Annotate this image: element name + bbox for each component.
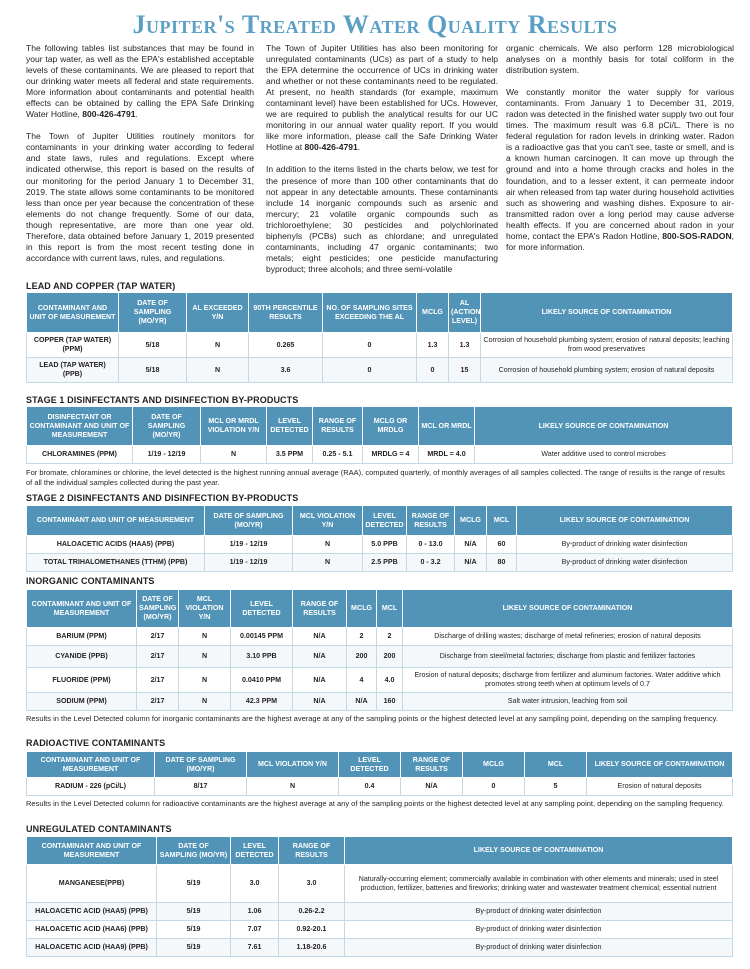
value-cell: 15	[449, 358, 481, 383]
column-header: AL EXCEEDED Y/N	[187, 293, 249, 333]
intro-text-span: .	[135, 109, 138, 120]
column-header: LEVEL DETECTED	[267, 407, 313, 446]
column-header: CONTAMINANT AND UNIT OF MEASUREMENT	[27, 506, 205, 536]
source-cell: Erosion of natural deposits	[587, 778, 733, 796]
column-header: DATE OF SAMPLING (MO/YR)	[133, 407, 201, 446]
value-cell: 3.10 PPB	[231, 646, 293, 668]
column-header: MCLG	[455, 506, 487, 536]
column-header: MCL	[377, 590, 403, 628]
value-cell: 5/18	[119, 358, 187, 383]
column-header: DISINFECTANT OR CONTAMINANT AND UNIT OF MEASUREMENT	[27, 407, 133, 446]
value-cell: N/A	[347, 693, 377, 711]
inorganic-note: Results in the Level Detected column for inorganic contaminants are the highest average at any of the sampling points or the highest detected level at any sampling point, depending on the sampling frequency.	[26, 714, 718, 723]
value-cell: 5/19	[157, 865, 231, 903]
intro-text-span: The Town of Jupiter Utilities has also been monitoring for unregulated contaminants (UCs) as part of a study to help the EPA determine the occurrence of UCs in drinking water and whether or not these contaminants need to be regulated. At present, no health standards (for example, maximum contaminant level) have been established for UCs. However, we are required to publish the analytical results for our UC monitoring in our annual water quality report. If you would like more information, please call the Safe Drinking Water Hotline at	[266, 43, 498, 153]
contaminant-cell: SODIUM (PPM)	[27, 693, 137, 711]
intro-text-span: We constantly monitor the water supply for various contaminants. From January 1 to December 31, 2019, radon was detected in the finished water supply two out four times. The maximum result was 6.8 pCi/L. There is no federal regulation for radon levels in drinking water. Radon is a radioactive gas that you can't see, taste or smell, and is a known human carcinogen. It can move up through the ground and into a home through cracks and holes in the foundation, and to a lesser extent, it can permeate indoor air when released from tap water during household activities such as showering and washing dishes. Exposure to air-transmitted radon over a long period may cause adverse health effects. If you are concerned about radon in your home, contact the EPA's Radon Hotline,	[506, 87, 734, 241]
column-header: DATE OF SAMPLING (MO/YR)	[137, 590, 179, 628]
column-header: DATE OF SAMPLING (MO/YR)	[119, 293, 187, 333]
column-header: CONTAMINANT AND UNIT OF MEASUREMENT	[27, 752, 155, 778]
column-header: LEVEL DETECTED	[363, 506, 407, 536]
table-header-row	[27, 752, 733, 778]
intro-paragraph: In addition to the items listed in the charts below, we test for the presence of more than 100 other contaminants that do not appear in any detectable amounts. These contaminants include 14 inorganic compounds such as arsenic and mercury; 21 volatile organic compounds such as trichloroethylene; 30 pesticides and polychlorinated biphenyls (PCBs) such as chlordane; and unregulated contaminants, including 47 organic contaminants; two metals; eight pesticides; one pesticide manufacturing byproduct; three alcohols; and three semi-volatile	[266, 164, 498, 274]
value-cell: 0	[463, 778, 525, 796]
value-cell: N/A	[293, 628, 347, 646]
stage2-title: STAGE 2 DISINFECTANTS AND DISINFECTION BY-PRODUCTS	[26, 493, 299, 503]
column-header: LEVEL DETECTED	[339, 752, 401, 778]
source-cell: By-product of drinking water disinfection	[517, 554, 733, 572]
contaminant-cell: CYANIDE (PPB)	[27, 646, 137, 668]
value-cell: 3.0	[231, 865, 279, 903]
value-cell: 1.3	[449, 333, 481, 358]
contaminant-cell: BARIUM (PPM)	[27, 628, 137, 646]
value-cell: 5.0 PPB	[363, 536, 407, 554]
unregulated-title: UNREGULATED CONTAMINANTS	[26, 824, 172, 834]
column-header: MCL OR MRDL VIOLATION Y/N	[201, 407, 267, 446]
value-cell: 0.00145 PPM	[231, 628, 293, 646]
table-header-row	[27, 293, 733, 333]
value-cell: 0 - 13.0	[407, 536, 455, 554]
table-row	[27, 693, 733, 711]
column-header: LEVEL DETECTED	[231, 590, 293, 628]
value-cell: 5/19	[157, 903, 231, 921]
table-header-row	[27, 506, 733, 536]
source-cell: By-product of drinking water disinfection	[345, 921, 733, 939]
contaminant-cell: CHLORAMINES (PPM)	[27, 446, 133, 464]
source-cell: By-product of drinking water disinfection	[345, 939, 733, 957]
value-cell: 7.07	[231, 921, 279, 939]
column-header: LIKELY SOURCE OF CONTAMINATION	[517, 506, 733, 536]
value-cell: 0 - 3.2	[407, 554, 455, 572]
column-header: MCL OR MRDL	[419, 407, 475, 446]
value-cell: N/A	[455, 554, 487, 572]
value-cell: 0.4	[339, 778, 401, 796]
page-title: Jupiter's Treated Water Quality Results	[132, 10, 618, 39]
intro-column-1	[26, 43, 254, 275]
value-cell: N/A	[293, 668, 347, 693]
table-row	[27, 939, 733, 957]
source-cell: Naturally-occurring element; commercially available in combination with other elements and minerals; used in steel production, fertilizer, batteries and fireworks; drinking water and wastewater treatment chemical; essential nutrient	[345, 865, 733, 903]
value-cell: 0.92-20.1	[279, 921, 345, 939]
column-header: CONTAMINANT AND UNIT OF MEASUREMENT	[27, 293, 119, 333]
intro-column-2	[266, 43, 498, 286]
hotline-phone: 800-426-4791	[304, 142, 358, 153]
column-header: RANGE OF RESULTS	[293, 590, 347, 628]
value-cell: 0.26-2.2	[279, 903, 345, 921]
column-header: LEVEL DETECTED	[231, 837, 279, 865]
value-cell: N	[201, 446, 267, 464]
value-cell: N	[293, 536, 363, 554]
value-cell: 4	[347, 668, 377, 693]
value-cell: MRDL = 4.0	[419, 446, 475, 464]
column-header: MCLG	[463, 752, 525, 778]
contaminant-cell: HALOACETIC ACID (HAA6) (PPB)	[27, 921, 157, 939]
contaminant-cell: LEAD (TAP WATER) (PPB)	[27, 358, 119, 383]
value-cell: 2/17	[137, 668, 179, 693]
value-cell: 2/17	[137, 646, 179, 668]
column-header: MCL VIOLATION Y/N	[179, 590, 231, 628]
value-cell: N/A	[293, 693, 347, 711]
value-cell: MRDLG = 4	[363, 446, 419, 464]
contaminant-cell: HALOACETIC ACID (HAA9) (PPB)	[27, 939, 157, 957]
value-cell: 0.265	[249, 333, 323, 358]
source-cell: Erosion of natural deposits; discharge from fertilizer and aluminum factories. Water additive which promotes strong teeth when at optimum levels of 0.7	[403, 668, 733, 693]
table-row	[27, 536, 733, 554]
value-cell: N	[179, 646, 231, 668]
stage1-table	[26, 406, 733, 464]
radioactive-note: Results in the Level Detected column for radioactive contaminants are the highest average at any of the sampling points or the highest detected level at any sampling point, depending on the sampling frequency.	[26, 799, 724, 808]
value-cell: 0.25 - 5.1	[313, 446, 363, 464]
column-header: MCL	[525, 752, 587, 778]
value-cell: 5/18	[119, 333, 187, 358]
column-header: MCLG OR MRDLG	[363, 407, 419, 446]
source-cell: Salt water intrusion, leaching from soil	[403, 693, 733, 711]
radioactive-table	[26, 751, 733, 796]
contaminant-cell: COPPER (TAP WATER) (PPM)	[27, 333, 119, 358]
table-row	[27, 358, 733, 383]
value-cell: 200	[377, 646, 403, 668]
column-header: MCL	[487, 506, 517, 536]
value-cell: 3.6	[249, 358, 323, 383]
contaminant-cell: RADIUM - 226 (pCi/L)	[27, 778, 155, 796]
value-cell: N	[179, 668, 231, 693]
value-cell: 3.0	[279, 865, 345, 903]
column-header: DATE OF SAMPLING (MO/YR)	[205, 506, 293, 536]
column-header: RANGE OF RESULTS	[279, 837, 345, 865]
source-cell: Discharge from steel/metal factories; discharge from plastic and fertilizer factories	[403, 646, 733, 668]
stage1-title: STAGE 1 DISINFECTANTS AND DISINFECTION BY-PRODUCTS	[26, 395, 299, 405]
value-cell: N/A	[401, 778, 463, 796]
intro-paragraph	[266, 43, 498, 153]
source-cell: Corrosion of household plumbing system; erosion of natural deposits	[481, 358, 733, 383]
column-header: MCLG	[417, 293, 449, 333]
value-cell: 60	[487, 536, 517, 554]
value-cell: 160	[377, 693, 403, 711]
contaminant-cell: FLUORIDE (PPM)	[27, 668, 137, 693]
value-cell: 0	[323, 333, 417, 358]
table-row	[27, 921, 733, 939]
column-header: LIKELY SOURCE OF CONTAMINATION	[403, 590, 733, 628]
column-header: MCLG	[347, 590, 377, 628]
intro-paragraph: organic chemicals. We also perform 128 microbiological analyses on a monthly basis for total coliform in the distribution system.	[506, 43, 734, 76]
value-cell: N	[247, 778, 339, 796]
source-cell: Discharge of drilling wastes; discharge of metal refineries; erosion of natural deposits	[403, 628, 733, 646]
column-header: LIKELY SOURCE OF CONTAMINATION	[587, 752, 733, 778]
column-header: LIKELY SOURCE OF CONTAMINATION	[475, 407, 733, 446]
value-cell: 42.3 PPM	[231, 693, 293, 711]
table-row	[27, 333, 733, 358]
intro-column-3	[506, 43, 734, 264]
value-cell: 80	[487, 554, 517, 572]
column-header: DATE OF SAMPLING (MO/YR)	[155, 752, 247, 778]
value-cell: 0	[323, 358, 417, 383]
value-cell: 1/19 - 12/19	[205, 554, 293, 572]
column-header: RANGE OF RESULTS	[401, 752, 463, 778]
radon-hotline-phone: 800-SOS-RADON	[662, 230, 732, 241]
lead-copper-table	[26, 292, 733, 383]
value-cell: 1.18-20.6	[279, 939, 345, 957]
column-header: NO. OF SAMPLING SITES EXCEEDING THE AL	[323, 293, 417, 333]
intro-paragraph: The Town of Jupiter Utilities routinely monitors for contaminants in your drinking water according to federal and state laws, rules and regulations. Except where indicated otherwise, this report is based on the results of our monitoring for the period January 1 to December 31, 2019. The state allows some contaminants to be monitored less than once per year because the concentration of these elements do not change frequently. Some of our data, though representative, are more than one year old. Therefore, data obtained before January 1, 2019 presented in this report is from the most recent testing done in accordance with current laws, rules, and regulations.	[26, 131, 254, 263]
lead-copper-title: LEAD AND COPPER (TAP WATER)	[26, 281, 176, 291]
intro-paragraph	[506, 87, 734, 253]
intro-text-span: .	[357, 142, 361, 153]
table-row	[27, 778, 733, 796]
value-cell: 0	[417, 358, 449, 383]
inorganic-table	[26, 589, 733, 711]
table-row	[27, 628, 733, 646]
value-cell: 4.0	[377, 668, 403, 693]
column-header: RANGE OF RESULTS	[313, 407, 363, 446]
contaminant-cell: HALOACETIC ACIDS (HAA5) (PPB)	[27, 536, 205, 554]
intro-paragraph	[26, 43, 254, 120]
value-cell: 8/17	[155, 778, 247, 796]
value-cell: 7.61	[231, 939, 279, 957]
unregulated-table	[26, 836, 733, 957]
column-header: CONTAMINANT AND UNIT OF MEASUREMENT	[27, 590, 137, 628]
stage1-note: For bromate, chloramines or chlorine, the level detected is the highest running annual average (RAA), computed quarterly, of monthly averages of all samples collected. The range of results is the range of results of all the individual samples collected during the past year.	[26, 468, 725, 487]
value-cell: 2.5 PPB	[363, 554, 407, 572]
source-cell: By-product of drinking water disinfection	[345, 903, 733, 921]
value-cell: N	[179, 628, 231, 646]
contaminant-cell: HALOACETIC ACID (HAA5) (PPB)	[27, 903, 157, 921]
contaminant-cell: MANGANESE(PPB)	[27, 865, 157, 903]
column-header: RANGE OF RESULTS	[407, 506, 455, 536]
table-header-row	[27, 590, 733, 628]
value-cell: 1.3	[417, 333, 449, 358]
table-header-row	[27, 407, 733, 446]
value-cell: N/A	[455, 536, 487, 554]
table-row	[27, 554, 733, 572]
table-row	[27, 903, 733, 921]
value-cell: 1.06	[231, 903, 279, 921]
table-row	[27, 446, 733, 464]
value-cell: 1/19 - 12/19	[205, 536, 293, 554]
value-cell: 5	[525, 778, 587, 796]
source-cell: By-product of drinking water disinfection	[517, 536, 733, 554]
value-cell: N	[293, 554, 363, 572]
stage2-table	[26, 505, 733, 572]
source-cell: Corrosion of household plumbing system; erosion of natural deposits; leaching from wood preservatives	[481, 333, 733, 358]
value-cell: N/A	[293, 646, 347, 668]
value-cell: 2/17	[137, 693, 179, 711]
column-header: CONTAMINANT AND UNIT OF MEASUREMENT	[27, 837, 157, 865]
value-cell: N	[187, 358, 249, 383]
intro-text	[26, 43, 732, 275]
column-header: AL (ACTION LEVEL)	[449, 293, 481, 333]
value-cell: 200	[347, 646, 377, 668]
table-row	[27, 668, 733, 693]
value-cell: 2	[377, 628, 403, 646]
inorganic-title: INORGANIC CONTAMINANTS	[26, 576, 155, 586]
intro-text-span: The following tables list substances that may be found in your tap water, as well as the EPA's established acceptable levels of these contaminants. We are pleased to report that our drinking water meets all federal and state requirements. More information about contaminants and potential health effects can be obtained by calling the EPA Safe Drinking Water Hotline,	[26, 43, 254, 120]
column-header: DATE OF SAMPLING (MO/YR)	[157, 837, 231, 865]
column-header: MCL VIOLATION Y/N	[247, 752, 339, 778]
hotline-phone: 800-426-4791	[82, 109, 136, 120]
source-cell: Water additive used to control microbes	[475, 446, 733, 464]
value-cell: 0.0410 PPM	[231, 668, 293, 693]
value-cell: 1/19 - 12/19	[133, 446, 201, 464]
table-row	[27, 865, 733, 903]
value-cell: 3.5 PPM	[267, 446, 313, 464]
value-cell: N	[187, 333, 249, 358]
table-header-row	[27, 837, 733, 865]
column-header: LIKELY SOURCE OF CONTAMINATION	[481, 293, 733, 333]
value-cell: 2	[347, 628, 377, 646]
contaminant-cell: TOTAL TRIHALOMETHANES (TTHM) (PPB)	[27, 554, 205, 572]
value-cell: 2/17	[137, 628, 179, 646]
radioactive-title: RADIOACTIVE CONTAMINANTS	[26, 738, 166, 748]
value-cell: N	[179, 693, 231, 711]
table-row	[27, 646, 733, 668]
column-header: MCL VIOLATION Y/N	[293, 506, 363, 536]
value-cell: 5/19	[157, 939, 231, 957]
intro-text-span: , for more information.	[506, 230, 734, 252]
value-cell: 5/19	[157, 921, 231, 939]
column-header: 90TH PERCENTILE RESULTS	[249, 293, 323, 333]
column-header: LIKELY SOURCE OF CONTAMINATION	[345, 837, 733, 865]
